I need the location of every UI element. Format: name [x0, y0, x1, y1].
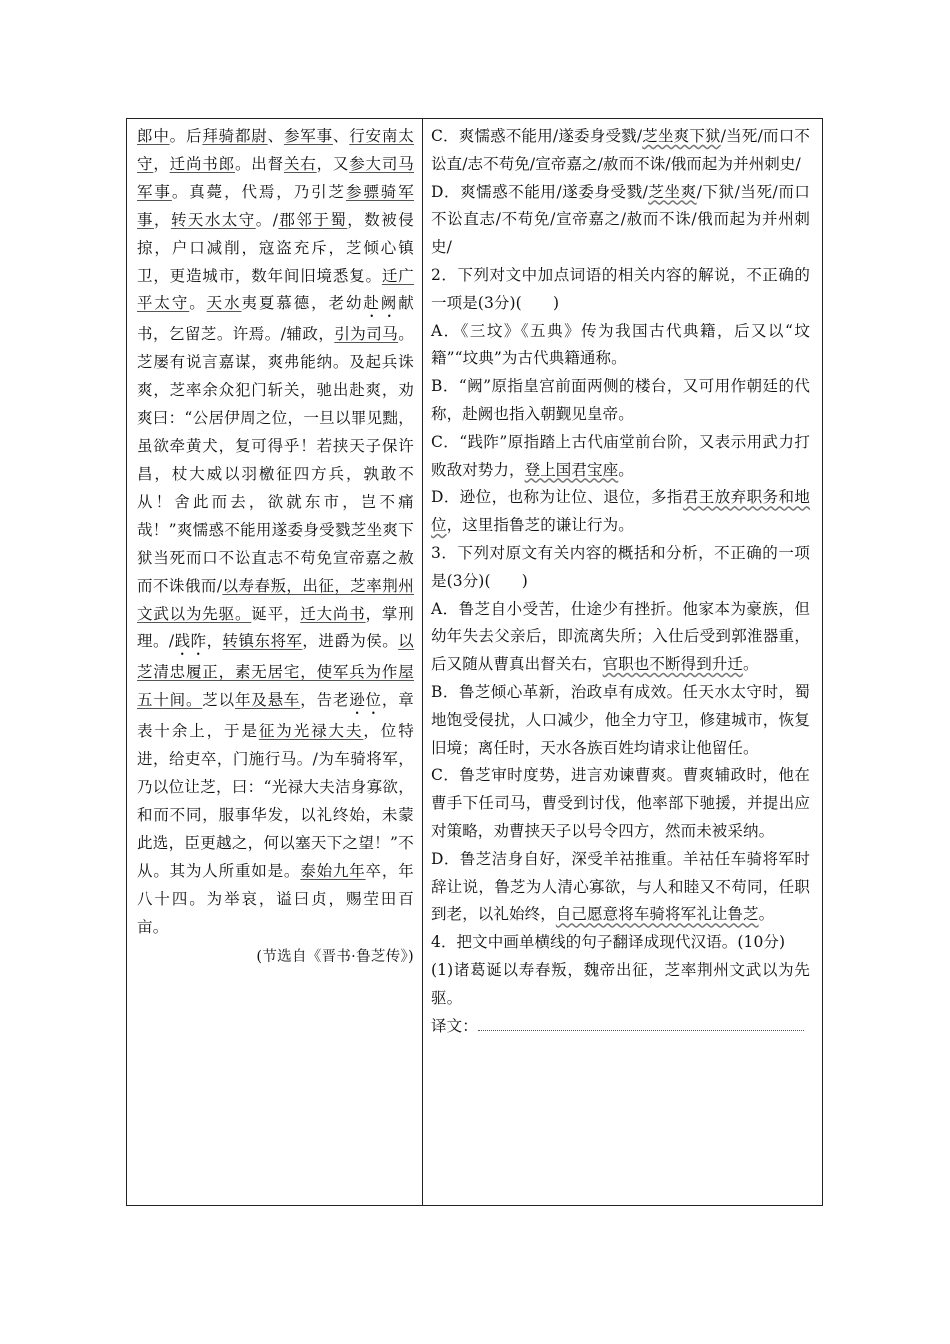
passage-segment: 。真薨，代焉，乃引芝 [171, 182, 346, 201]
passage-segment: ， [153, 154, 170, 173]
content-table [126, 118, 823, 1206]
passage-segment: 以芝清忠履正，素无居宅，使军兵为作屋五十间。 [137, 632, 414, 710]
option-text: D．爽懦惑不能用/遂委身受戮/ [431, 182, 648, 201]
q2-stem: 2．下列对文中加点词语的相关内容的解说，不正确的一项是(3分)( ) [431, 265, 810, 312]
passage-segment: 参大司马军事 [137, 154, 414, 201]
q3-option-a [431, 596, 810, 679]
passage-segment: 关右 [283, 154, 317, 173]
passage-segment: 、 [267, 127, 284, 145]
option-text: /当死/而口不讼直/志不苟免/宣帝嘉之/赦而不诛/俄而起为并州刺史/ [431, 127, 810, 173]
passage-segment: 郎中 [137, 127, 170, 145]
dotted-term: 赴阙 [363, 294, 399, 313]
passage-segment: 夷夏慕德，老幼 [241, 294, 364, 313]
passage-segment: ，位特进，给吏卒，门施行马。/为车骑将军，乃以位让芝，曰：“光禄大夫洁身寡欲，和而不同，服事华发，以礼终始，未蒙此选，臣更越之，何以塞天下之望！”不从。其为人所重如是。 [137, 722, 414, 880]
passage-text [137, 123, 414, 942]
passage-segment: 。后 [169, 127, 203, 145]
q2-option-c [431, 429, 810, 485]
passage-segment: 芝以 [202, 691, 235, 710]
q1-option-d [431, 179, 810, 262]
questions-column [423, 119, 822, 1205]
option-text: 芝坐爽下狱 [642, 127, 721, 145]
passage-segment: 参骠骑军事 [137, 182, 414, 229]
passage-segment: ， [206, 632, 223, 651]
passage-segment: 以寿春叛，出征，芝率荆州文武以为先驱。 [137, 576, 414, 623]
option-text: 官职也不断得到升迁 [602, 655, 744, 674]
dotted-term: 逊位 [349, 691, 382, 710]
option-text: 登上国君宝座 [524, 460, 619, 479]
passage-segment: 诞平， [251, 604, 301, 623]
passage-segment: 、 [332, 127, 350, 145]
option-text: D．逊位，也称为让位、退位，多指 [431, 488, 683, 507]
option-text: 。 [758, 905, 775, 924]
q3-option-b: B．鲁芝倾心革新，治政卓有成效。任天水太守时，蜀地饱受侵扰，人口减少，他全力守卫，修建城市，恢复旧境；离任时，天水各族百姓均请求让他留任。 [431, 682, 810, 757]
passage-segment: 泰始九年 [300, 861, 366, 880]
q2-option-d [431, 484, 810, 540]
passage-segment: 卒，年八十四。为举哀，谥曰贞，赐茔田百亩。 [137, 861, 414, 936]
answer-line[interactable] [478, 1016, 804, 1031]
passage-segment: 转天水太守 [170, 210, 256, 229]
q4-stem: 4．把文中画单横线的句子翻译成现代汉语。(10分) [431, 933, 786, 952]
passage-segment: 。 [189, 294, 207, 313]
option-text: D．鲁芝洁身自好，深受羊祜推重。羊祜任车骑将军时辞让说，鲁芝为人清心寡欲，与人和睦又不苟同，任职到老，以礼始终， [431, 849, 810, 924]
passage-segment: 行安南太守 [137, 127, 414, 173]
q2-option-b: B．“阙”原指皇宫前面两侧的楼台，又可用作朝廷的代称，赴阙也指入朝觐见皇帝。 [431, 377, 810, 423]
dotted-term: 践阼 [174, 632, 207, 651]
passage-segment: ，掌刑理。/ [137, 604, 414, 651]
passage-segment: 迁尚书郎 [169, 154, 235, 173]
passage-segment: ，又 [316, 154, 350, 173]
option-text: C．“践阼”原指踏上古代庙堂前台阶，又表示用武力打败敌对势力， [431, 432, 810, 479]
passage-segment: 征为光禄大夫 [258, 722, 364, 741]
option-text: 自己愿意将车骑将军礼让鲁芝 [555, 905, 759, 924]
option-text: 芝坐爽 [647, 182, 697, 201]
q3-stem: 3．下列对原文有关内容的概括和分析，不正确的一项是(3分)( ) [431, 543, 810, 590]
option-text: C．爽懦惑不能用/遂委身受戮/ [431, 127, 643, 145]
q3-option-d [431, 846, 810, 929]
passage-segment: 。芝屡有说言嘉谋，爽弗能纳。及起兵诛爽，芝率余众犯门斩关，驰出赴爽，劝爽曰：“公居伊周之位，一旦以罪见黜，虽欲牵黄犬，复可得乎！若挟天子保许昌，杖大威以羽檄征四方兵，孰敢不从！舍此而去，欲就东市，岂不痛哉！”爽懦惑不能用遂委身受戮芝坐爽下狱当死而口不讼直志不苟免宣帝嘉之赦而不诛俄而/ [137, 325, 414, 595]
passage-segment: ，章表十余上，于是 [137, 691, 414, 741]
passage-segment: 。出督 [234, 154, 284, 173]
passage-segment: 引为司马 [334, 325, 399, 344]
passage-segment: 参军事 [283, 127, 333, 145]
passage-segment: 拜骑都尉 [202, 127, 268, 145]
q1-option-c [431, 123, 810, 179]
passage-segment: 。/ [255, 210, 279, 229]
passage-segment: 年及悬车 [234, 691, 301, 710]
passage-segment: 天水 [206, 294, 242, 313]
source-citation: (节选自《晋书·鲁芝传》) [256, 948, 414, 965]
q4-answer-row [431, 1013, 810, 1041]
passage-segment: ，进爵为侯。 [302, 632, 399, 651]
passage-segment: 献书，乞留芝。许焉。/辅政， [137, 294, 414, 344]
passage-segment: 迁大尚书 [300, 604, 366, 623]
option-text: 君王放弃职务和地位 [431, 488, 810, 535]
passage-segment: 转镇东将军 [222, 632, 303, 651]
passage-segment: 郡邻于蜀 [278, 210, 348, 229]
passage-column [127, 119, 423, 1205]
q4-item-1: (1)诸葛诞以寿春叛，魏帝出征，芝率荆州文武以为先驱。 [431, 960, 810, 1007]
passage-segment: ，告老 [300, 691, 350, 710]
passage-segment: ，数被侵掠，户口减削，寇盗充斥，芝倾心镇卫，更造城市，数年间旧境悉复。 [137, 210, 414, 285]
q3-option-c: C．鲁芝审时度势，进言劝谏曹爽。曹爽辅政时，他在曹手下任司马，曹受到讨伐，他率部下驰援，并提出应对策略，劝曹挟天子以号令四方，然而未被采纳。 [431, 766, 810, 840]
option-text: 。 [743, 655, 759, 674]
option-text: 。 [618, 460, 634, 479]
answer-label: 译文： [431, 1016, 478, 1035]
passage-segment: ， [153, 210, 171, 229]
passage-segment: 迁广平太守 [137, 266, 414, 313]
option-text: A．鲁芝自小受苦，仕途少有挫折。他家本为豪族，但幼年失去父亲后，即流离失所；入仕后受到郭淮器重，后又随从曹真出督关右， [431, 599, 810, 674]
q2-option-a: A．《三坟》《五典》传为我国古代典籍，后又以“坟籍”“坟典”为古代典籍通称。 [431, 321, 810, 368]
option-text: ，这里指鲁芝的谦让行为。 [446, 516, 634, 535]
option-text: /下狱/当死/而口不讼直志/不苟免/宣帝嘉之/赦而不诛/俄而起为并州刺史/ [431, 182, 810, 257]
